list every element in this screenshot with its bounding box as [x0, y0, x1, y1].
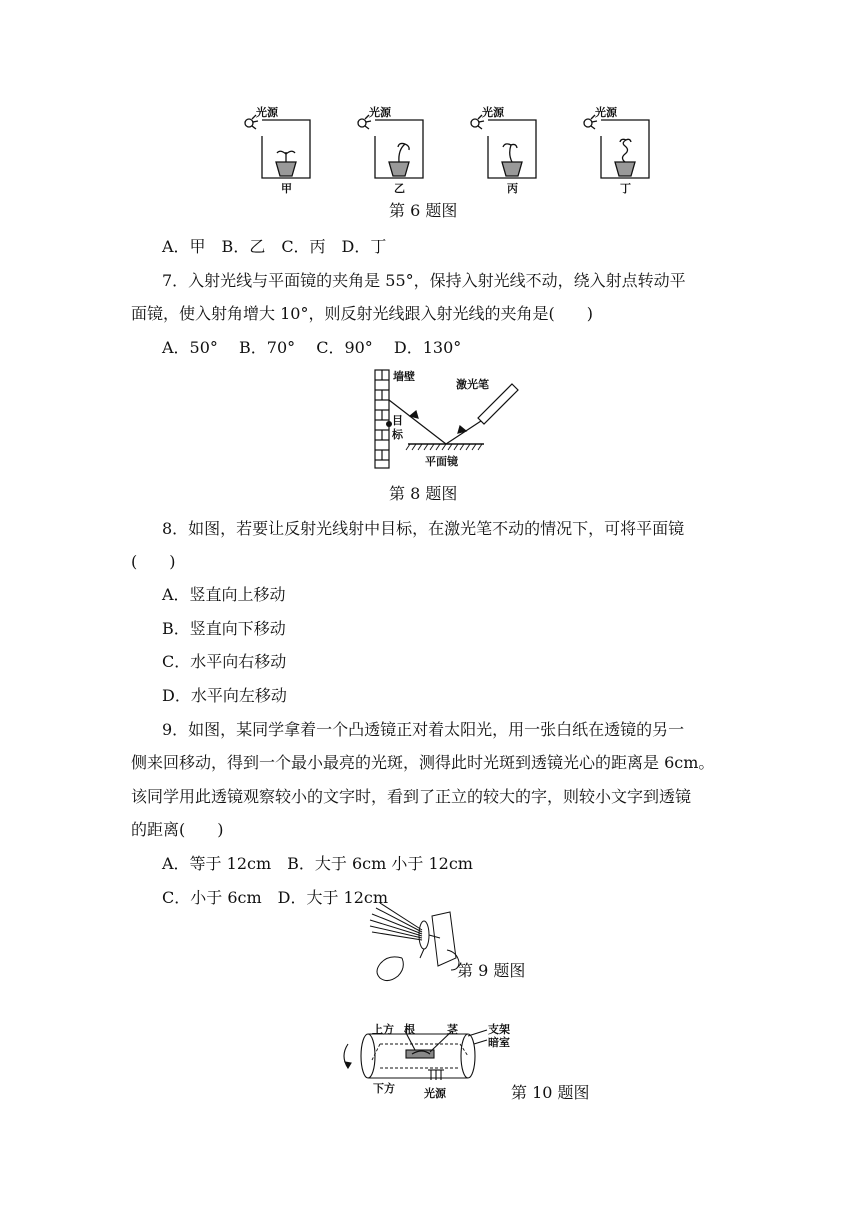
q8-option-a: A．竖直向上移动 — [162, 585, 286, 604]
figure-caption-10: 第 10 题图 — [511, 1083, 590, 1102]
q8-option-b: B．竖直向下移动 — [162, 619, 286, 638]
light-source-label: 光源 — [482, 106, 504, 119]
root-label: 根 — [404, 1023, 415, 1036]
light-source-label: 光源 — [595, 106, 617, 119]
target-label-2: 标 — [392, 428, 403, 441]
top-label: 上方 — [372, 1023, 394, 1036]
stand-label: 支架 — [488, 1023, 510, 1036]
panel-label-bing: 丙 — [507, 182, 518, 195]
light-source-label: 光源 — [424, 1087, 446, 1100]
q9-text-line1: 9．如图，某同学拿着一个凸透镜正对着太阳光，用一张白纸在透镜的另一 — [162, 720, 685, 739]
light-source-label: 光源 — [369, 106, 391, 119]
q8-option-d: D．水平向左移动 — [162, 686, 287, 705]
target-label-1: 目 — [392, 414, 403, 427]
panel-label-jia: 甲 — [281, 182, 292, 195]
bottom-label: 下方 — [373, 1082, 395, 1095]
q7-text-line2: 面镜，使入射角增大 10°，则反射光线跟入射光线的夹角是( ) — [131, 304, 593, 323]
q8-option-c: C．水平向右移动 — [162, 652, 287, 671]
q8-text-line2: ( ) — [131, 552, 176, 571]
laser-pen-label: 激光笔 — [456, 378, 489, 391]
figure-caption-6: 第 6 题图 — [389, 201, 458, 220]
dark-box-label: 暗室 — [488, 1036, 510, 1049]
q9-text-line2: 侧来回移动，得到一个最小最亮的光斑，测得此时光斑到透镜光心的距离是 6cm。 — [131, 753, 715, 772]
q7-options: A．50° B．70° C．90° D．130° — [162, 338, 462, 357]
stem-label: 茎 — [447, 1023, 458, 1036]
light-source-label: 光源 — [256, 106, 278, 119]
figure-caption-9: 第 9 题图 — [457, 961, 526, 980]
q9-text-line3: 该同学用此透镜观察较小的文字时，看到了正立的较大的字，则较小文字到透镜 — [131, 787, 692, 806]
panel-label-yi: 乙 — [394, 182, 405, 195]
q9-text-line4: 的距离( ) — [131, 820, 224, 839]
mirror-label: 平面镜 — [425, 455, 458, 468]
q9-options-2: C．小于 6cm D．大于 12cm — [162, 888, 389, 907]
q6-options: A．甲 B．乙 C．丙 D．丁 — [162, 237, 387, 256]
q7-text-line1: 7．入射光线与平面镜的夹角是 55°，保持入射光线不动，绕入射点转动平 — [162, 271, 686, 290]
panel-label-ding: 丁 — [620, 182, 631, 195]
q8-text-line1: 8．如图，若要让反射光线射中目标，在激光笔不动的情况下，可将平面镜 — [162, 519, 685, 538]
wall-label: 墙壁 — [393, 370, 415, 383]
figure-caption-8: 第 8 题图 — [389, 484, 458, 503]
q9-options-1: A．等于 12cm B．大于 6cm 小于 12cm — [162, 854, 473, 873]
